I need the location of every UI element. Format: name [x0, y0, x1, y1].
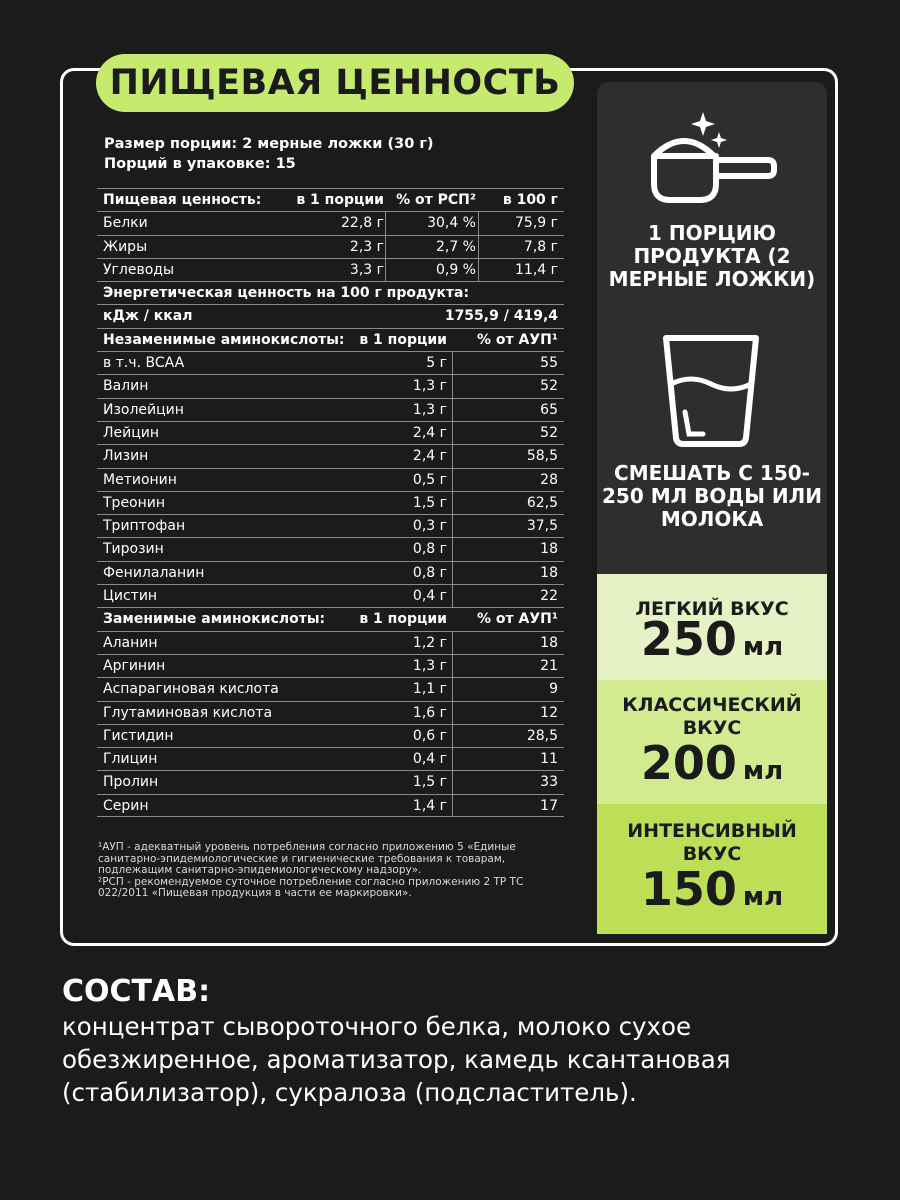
energy-label: кДж / ккал — [103, 308, 193, 325]
amino-name: Валин — [103, 378, 149, 395]
amino-per-serving: 1,4 г — [412, 797, 447, 814]
amino-aup: 28 — [540, 471, 558, 488]
amino-per-serving: 0,8 г — [412, 564, 447, 581]
amino-row — [97, 491, 564, 514]
nutrient-rsp: 30,4 % — [427, 215, 476, 232]
nutrient-name: Жиры — [103, 238, 148, 255]
page-title: ПИЩЕВАЯ ЦЕННОСТЬ — [109, 63, 561, 103]
column-divider — [452, 795, 453, 816]
amino-per-serving: 1,5 г — [412, 774, 447, 791]
nutrient-per-100g: 11,4 г — [515, 261, 558, 278]
composition-title: СОСТАВ: — [62, 974, 211, 1009]
serving-size: Размер порции: 2 мерные ложки (30 г) — [104, 136, 434, 152]
amino-row — [97, 770, 564, 793]
nutrition-header — [97, 188, 564, 211]
column-divider — [452, 678, 453, 700]
column-divider — [452, 515, 453, 537]
mix-text: СМЕШАТЬ С 150-250 МЛ ВОДЫ ИЛИ МОЛОКА — [601, 461, 823, 531]
amino-per-serving: 0,4 г — [412, 588, 447, 605]
column-divider — [452, 655, 453, 677]
amino-name: Триптофан — [103, 518, 186, 535]
amino-name: Лейцин — [103, 424, 160, 441]
amino-aup: 33 — [540, 774, 558, 791]
nutrient-name: Углеводы — [103, 261, 174, 278]
serving-info — [104, 134, 434, 174]
column-divider — [452, 445, 453, 467]
amino-aup: 62,5 — [526, 494, 558, 511]
taste-classic-volume: 200 мл — [640, 736, 784, 790]
amino-header-label: Заменимые аминокислоты: — [103, 611, 326, 628]
header-per-100g: в 100 г — [502, 192, 558, 208]
serving-count: Порций в упаковке: 15 — [104, 156, 296, 172]
amino-per-serving: 1,5 г — [412, 494, 447, 511]
amino-row — [97, 794, 564, 817]
amino-name: Лизин — [103, 448, 149, 465]
amino-name: Треонин — [103, 494, 166, 511]
amino-per-serving: 0,6 г — [412, 727, 447, 744]
amino-per-serving: 1,3 г — [412, 401, 447, 418]
amino-aup: 17 — [540, 797, 558, 814]
amino-name: Гистидин — [103, 727, 174, 744]
amino-header-per-serving: в 1 порции — [359, 331, 447, 348]
amino-per-serving: 0,4 г — [412, 751, 447, 768]
amino-row — [97, 724, 564, 747]
amino-header-aup: % от АУП¹ — [477, 331, 558, 348]
amino-row — [97, 374, 564, 397]
amino-header-aup: % от АУП¹ — [477, 611, 558, 628]
nutrient-per-100g: 75,9 г — [515, 215, 558, 232]
amino-aup: 65 — [540, 401, 558, 418]
taste-classic-label: КЛАССИЧЕСКИЙ ВКУС — [622, 694, 802, 739]
nutrient-per-serving: 22,8 г — [341, 215, 384, 232]
nutrient-rsp: 0,9 % — [435, 261, 476, 278]
amino-name: Аргинин — [103, 657, 166, 674]
footnote-aup: ¹АУП - адекватный уровень потребления согласно приложению 5 «Единые санитарно-эпидемиологические и гигиенические требования к товарам, подлежащим санитарно-эпидемиологическому надзору». — [98, 841, 516, 876]
title-badge — [96, 54, 574, 112]
amino-row — [97, 631, 564, 654]
amino-name: Пролин — [103, 774, 159, 791]
taste-light — [597, 574, 827, 680]
nutrient-per-100g: 7,8 г — [523, 238, 558, 255]
scoop-icon — [649, 96, 779, 206]
column-divider — [452, 422, 453, 444]
amino-aup: 18 — [540, 541, 558, 558]
amino-row — [97, 561, 564, 584]
amino-aup: 18 — [540, 634, 558, 651]
amino-aup: 52 — [540, 424, 558, 441]
footnote-rsp: ²РСП - рекомендуемое суточное потребление согласно приложению 2 ТР ТС 022/2011 «Пищевая продукция в части ее маркировки». — [98, 875, 524, 899]
column-divider — [452, 399, 453, 421]
energy-value: 1755,9 / 419,4 — [444, 308, 558, 325]
column-divider — [478, 212, 479, 234]
amino-aup: 18 — [540, 564, 558, 581]
column-divider — [452, 702, 453, 724]
amino-per-serving: 0,3 г — [412, 518, 447, 535]
composition-text: концентрат сывороточного белка, молоко сухое обезжиренное, ароматизатор, камедь ксантановая (стабилизатор), сукралоза (подсластитель). — [62, 1012, 731, 1107]
nutrient-name: Белки — [103, 215, 148, 232]
portion-text: 1 ПОРЦИЮ ПРОДУКТА (2 МЕРНЫЕ ЛОЖКИ) — [608, 221, 816, 291]
amino-name: Изолейцин — [103, 401, 184, 418]
amino-name: Серин — [103, 797, 149, 814]
amino-name: Глутаминовая кислота — [103, 704, 273, 721]
amino-per-serving: 0,5 г — [412, 471, 447, 488]
column-divider — [452, 725, 453, 747]
amino-name: Метионин — [103, 471, 177, 488]
amino-per-serving: 5 г — [426, 355, 447, 372]
amino-per-serving: 2,4 г — [412, 424, 447, 441]
column-divider — [452, 632, 453, 654]
essential-header — [97, 328, 564, 351]
amino-name: Глицин — [103, 751, 158, 768]
amino-name: в т.ч. BCAA — [103, 355, 185, 372]
energy-row — [97, 304, 564, 327]
amino-per-serving: 1,1 г — [412, 681, 447, 698]
taste-intense — [597, 804, 827, 934]
column-divider — [452, 748, 453, 770]
column-divider — [452, 562, 453, 584]
preparation-panel — [597, 82, 827, 934]
amino-name: Аспарагиновая кислота — [103, 681, 279, 698]
taste-intense-label: ИНТЕНСИВНЫЙ ВКУС — [627, 820, 797, 865]
amino-aup: 37,5 — [526, 518, 558, 535]
amino-row — [97, 351, 564, 374]
nutrient-per-serving: 2,3 г — [349, 238, 384, 255]
column-divider — [452, 771, 453, 793]
nutrition-row — [97, 258, 564, 281]
amino-row — [97, 514, 564, 537]
nutrition-row — [97, 211, 564, 234]
amino-per-serving: 2,4 г — [412, 448, 447, 465]
amino-aup: 28,5 — [526, 727, 558, 744]
amino-header-per-serving: в 1 порции — [359, 611, 447, 628]
column-divider — [452, 469, 453, 491]
amino-name: Цистин — [103, 588, 158, 605]
amino-name: Фенилаланин — [103, 564, 205, 581]
amino-aup: 12 — [540, 704, 558, 721]
column-divider — [452, 538, 453, 560]
amino-per-serving: 1,3 г — [412, 378, 447, 395]
amino-name: Тирозин — [103, 541, 164, 558]
header-per-serving: в 1 порции — [296, 192, 384, 208]
amino-aup: 9 — [549, 681, 558, 698]
amino-aup: 55 — [540, 355, 558, 372]
energy-title-text: Энергетическая ценность на 100 г продукта: — [103, 285, 470, 302]
amino-row — [97, 584, 564, 607]
energy-title — [97, 281, 564, 304]
amino-per-serving: 1,3 г — [412, 657, 447, 674]
amino-aup: 21 — [540, 657, 558, 674]
column-divider — [478, 236, 479, 258]
amino-per-serving: 0,8 г — [412, 541, 447, 558]
nutrient-rsp: 2,7 % — [435, 238, 476, 255]
footnotes — [98, 842, 538, 900]
column-divider — [385, 259, 386, 281]
column-divider — [385, 236, 386, 258]
column-divider — [452, 492, 453, 514]
amino-aup: 11 — [540, 751, 558, 768]
amino-aup: 58,5 — [526, 448, 558, 465]
glass-icon — [661, 332, 761, 448]
taste-light-label: ЛЕГКИЙ ВКУС — [635, 598, 789, 620]
header-label: Пищевая ценность: — [103, 192, 262, 208]
amino-row — [97, 654, 564, 677]
nutrient-per-serving: 3,3 г — [349, 261, 384, 278]
amino-row — [97, 398, 564, 421]
amino-aup: 52 — [540, 378, 558, 395]
column-divider — [452, 352, 453, 374]
nutrition-row — [97, 235, 564, 258]
amino-per-serving: 1,6 г — [412, 704, 447, 721]
column-divider — [478, 259, 479, 281]
column-divider — [452, 375, 453, 397]
amino-header-label: Незаменимые аминокислоты: — [103, 331, 345, 348]
taste-classic — [597, 680, 827, 804]
amino-row — [97, 537, 564, 560]
amino-aup: 22 — [540, 588, 558, 605]
amino-row — [97, 421, 564, 444]
nutrition-table — [97, 188, 564, 817]
nonessential-header — [97, 607, 564, 630]
amino-row — [97, 701, 564, 724]
column-divider — [385, 212, 386, 234]
amino-row — [97, 747, 564, 770]
amino-row — [97, 468, 564, 491]
column-divider — [452, 585, 453, 607]
amino-name: Аланин — [103, 634, 158, 651]
amino-row — [97, 444, 564, 467]
header-rsp: % от РСП² — [396, 192, 476, 208]
amino-per-serving: 1,2 г — [412, 634, 447, 651]
taste-light-volume: 250 мл — [640, 612, 784, 666]
amino-row — [97, 677, 564, 700]
taste-intense-volume: 150 мл — [640, 862, 784, 916]
